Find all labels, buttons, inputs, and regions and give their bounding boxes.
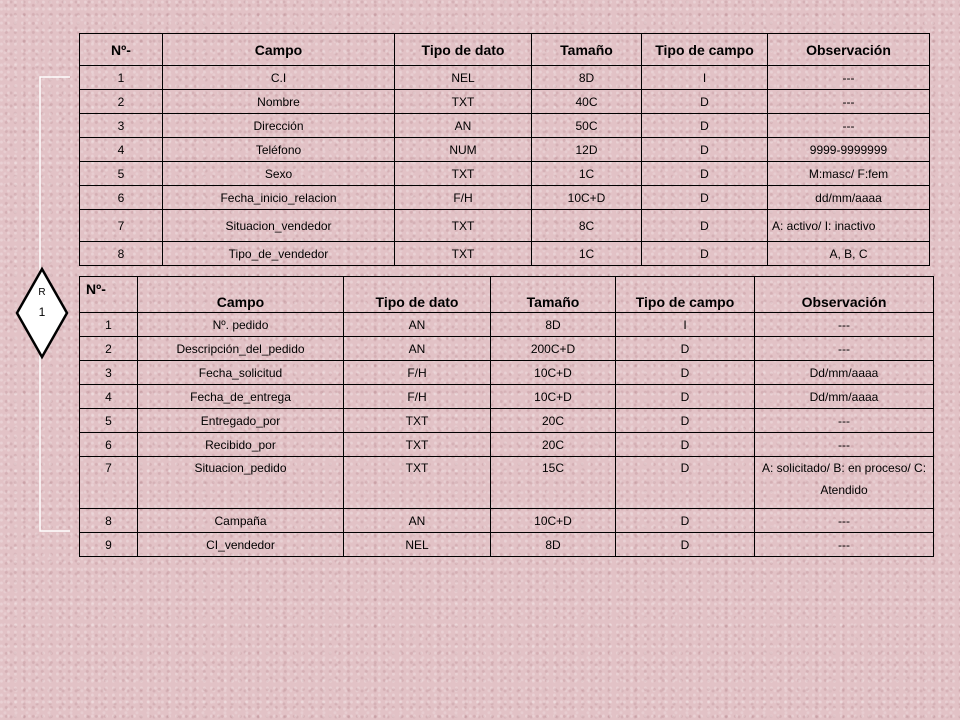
cell-field-type: D bbox=[616, 337, 755, 361]
cell-field-type: D bbox=[616, 533, 755, 557]
cell-observation: --- bbox=[755, 337, 934, 361]
cell-observation: Dd/mm/aaaa bbox=[755, 361, 934, 385]
cell-field-type: D bbox=[642, 242, 768, 266]
table-row bbox=[80, 90, 930, 114]
table-header-row bbox=[80, 277, 934, 313]
table-header-row bbox=[80, 34, 930, 66]
cell-field: Sexo bbox=[163, 162, 395, 186]
cell-observation: 9999-9999999 bbox=[768, 138, 930, 162]
cell-field: Tipo_de_vendedor bbox=[163, 242, 395, 266]
cell-size: 200C+D bbox=[491, 337, 616, 361]
header-observation: Observación bbox=[755, 277, 934, 313]
cell-field: Fecha_solicitud bbox=[138, 361, 344, 385]
table-row bbox=[80, 162, 930, 186]
cell-field: Situacion_pedido bbox=[138, 457, 344, 509]
cell-field: Teléfono bbox=[163, 138, 395, 162]
cell-observation: dd/mm/aaaa bbox=[768, 186, 930, 210]
header-size: Tamaño bbox=[491, 277, 616, 313]
cell-data-type: NEL bbox=[395, 66, 532, 90]
cell-field-type: D bbox=[616, 361, 755, 385]
cell-data-type: AN bbox=[344, 509, 491, 533]
header-field: Campo bbox=[138, 277, 344, 313]
cell-observation: M:masc/ F:fem bbox=[768, 162, 930, 186]
cell-number: 3 bbox=[80, 114, 163, 138]
cell-number: 7 bbox=[80, 457, 138, 509]
cell-observation: Dd/mm/aaaa bbox=[755, 385, 934, 409]
cell-size: 8D bbox=[532, 66, 642, 90]
cell-observation: --- bbox=[755, 313, 934, 337]
cell-number: 5 bbox=[80, 162, 163, 186]
cell-observation: --- bbox=[768, 66, 930, 90]
cell-field-type: D bbox=[642, 186, 768, 210]
cell-field: Fecha_inicio_relacion bbox=[163, 186, 395, 210]
cell-data-type: TXT bbox=[395, 162, 532, 186]
cell-number: 1 bbox=[80, 66, 163, 90]
relationship-letter: R bbox=[38, 287, 46, 298]
cell-field-type: D bbox=[642, 162, 768, 186]
header-number: Nº- bbox=[80, 34, 163, 66]
cell-number: 8 bbox=[80, 509, 138, 533]
cell-size: 10C+D bbox=[491, 385, 616, 409]
cell-data-type: AN bbox=[344, 313, 491, 337]
cell-field-type: D bbox=[616, 385, 755, 409]
cell-field-type: I bbox=[616, 313, 755, 337]
cell-field-type: D bbox=[616, 409, 755, 433]
table-row bbox=[80, 409, 934, 433]
header-size: Tamaño bbox=[532, 34, 642, 66]
header-field-type: Tipo de campo bbox=[616, 277, 755, 313]
cell-data-type: TXT bbox=[395, 90, 532, 114]
cell-data-type: NUM bbox=[395, 138, 532, 162]
connector-line-bottom bbox=[40, 355, 70, 531]
cell-size: 40C bbox=[532, 90, 642, 114]
cell-field-type: D bbox=[642, 210, 768, 242]
table-row bbox=[80, 385, 934, 409]
relationship-number: 1 bbox=[38, 305, 46, 319]
table-row bbox=[80, 457, 934, 509]
table-row bbox=[80, 114, 930, 138]
cell-field-type: D bbox=[616, 509, 755, 533]
header-field-type: Tipo de campo bbox=[642, 34, 768, 66]
cell-size: 15C bbox=[491, 457, 616, 509]
cell-size: 20C bbox=[491, 433, 616, 457]
cell-size: 10C+D bbox=[491, 509, 616, 533]
cell-number: 7 bbox=[80, 210, 163, 242]
cell-field: C.I bbox=[163, 66, 395, 90]
cell-field: Recibido_por bbox=[138, 433, 344, 457]
cell-number: 6 bbox=[80, 186, 163, 210]
table-row bbox=[80, 138, 930, 162]
cell-observation: A: solicitado/ B: en proceso/ C: Atendido bbox=[755, 457, 934, 509]
cell-number: 2 bbox=[80, 337, 138, 361]
cell-data-type: TXT bbox=[395, 242, 532, 266]
table-row bbox=[80, 66, 930, 90]
cell-data-type: TXT bbox=[344, 457, 491, 509]
cell-number: 5 bbox=[80, 409, 138, 433]
cell-size: 12D bbox=[532, 138, 642, 162]
header-data-type: Tipo de dato bbox=[344, 277, 491, 313]
cell-observation: --- bbox=[755, 533, 934, 557]
cell-field-type: D bbox=[642, 114, 768, 138]
cell-size: 1C bbox=[532, 242, 642, 266]
table-row bbox=[80, 210, 930, 242]
cell-number: 8 bbox=[80, 242, 163, 266]
cell-number: 4 bbox=[80, 138, 163, 162]
header-data-type: Tipo de dato bbox=[395, 34, 532, 66]
cell-data-type: AN bbox=[344, 337, 491, 361]
cell-number: 6 bbox=[80, 433, 138, 457]
connector-line-top bbox=[40, 77, 70, 271]
cell-field: Situacion_vendedor bbox=[163, 210, 395, 242]
cell-observation: --- bbox=[755, 433, 934, 457]
cell-data-type: TXT bbox=[344, 433, 491, 457]
cell-size: 10C+D bbox=[491, 361, 616, 385]
cell-data-type: F/H bbox=[395, 186, 532, 210]
cell-size: 20C bbox=[491, 409, 616, 433]
cell-size: 8D bbox=[491, 313, 616, 337]
table-row bbox=[80, 313, 934, 337]
cell-number: 9 bbox=[80, 533, 138, 557]
header-number: Nº- bbox=[80, 277, 138, 313]
vendedor-fields-table bbox=[79, 33, 930, 266]
header-field: Campo bbox=[163, 34, 395, 66]
cell-field-type: D bbox=[616, 433, 755, 457]
cell-number: 1 bbox=[80, 313, 138, 337]
table-row bbox=[80, 337, 934, 361]
cell-observation: A, B, C bbox=[768, 242, 930, 266]
cell-data-type: F/H bbox=[344, 385, 491, 409]
cell-field: Nº. pedido bbox=[138, 313, 344, 337]
table-row bbox=[80, 186, 930, 210]
cell-data-type: F/H bbox=[344, 361, 491, 385]
table-row bbox=[80, 433, 934, 457]
table-row bbox=[80, 533, 934, 557]
cell-field: Campaña bbox=[138, 509, 344, 533]
header-observation: Observación bbox=[768, 34, 930, 66]
cell-data-type: TXT bbox=[344, 409, 491, 433]
cell-observation: --- bbox=[755, 409, 934, 433]
cell-size: 10C+D bbox=[532, 186, 642, 210]
cell-number: 2 bbox=[80, 90, 163, 114]
cell-field-type: D bbox=[616, 457, 755, 509]
cell-size: 1C bbox=[532, 162, 642, 186]
cell-number: 3 bbox=[80, 361, 138, 385]
cell-field-type: D bbox=[642, 138, 768, 162]
table-row bbox=[80, 361, 934, 385]
cell-field: Entregado_por bbox=[138, 409, 344, 433]
cell-field: CI_vendedor bbox=[138, 533, 344, 557]
cell-observation: --- bbox=[768, 114, 930, 138]
cell-observation: A: activo/ I: inactivo bbox=[768, 210, 930, 242]
cell-field: Fecha_de_entrega bbox=[138, 385, 344, 409]
cell-size: 8D bbox=[491, 533, 616, 557]
cell-data-type: NEL bbox=[344, 533, 491, 557]
cell-observation: --- bbox=[755, 509, 934, 533]
cell-field: Descripción_del_pedido bbox=[138, 337, 344, 361]
pedido-fields-table bbox=[79, 276, 934, 557]
cell-data-type: TXT bbox=[395, 210, 532, 242]
table-row bbox=[80, 509, 934, 533]
cell-data-type: AN bbox=[395, 114, 532, 138]
cell-field-type: D bbox=[642, 90, 768, 114]
cell-size: 50C bbox=[532, 114, 642, 138]
table-row bbox=[80, 242, 930, 266]
cell-field: Dirección bbox=[163, 114, 395, 138]
cell-field-type: I bbox=[642, 66, 768, 90]
cell-number: 4 bbox=[80, 385, 138, 409]
cell-size: 8C bbox=[532, 210, 642, 242]
cell-field: Nombre bbox=[163, 90, 395, 114]
cell-observation: --- bbox=[768, 90, 930, 114]
